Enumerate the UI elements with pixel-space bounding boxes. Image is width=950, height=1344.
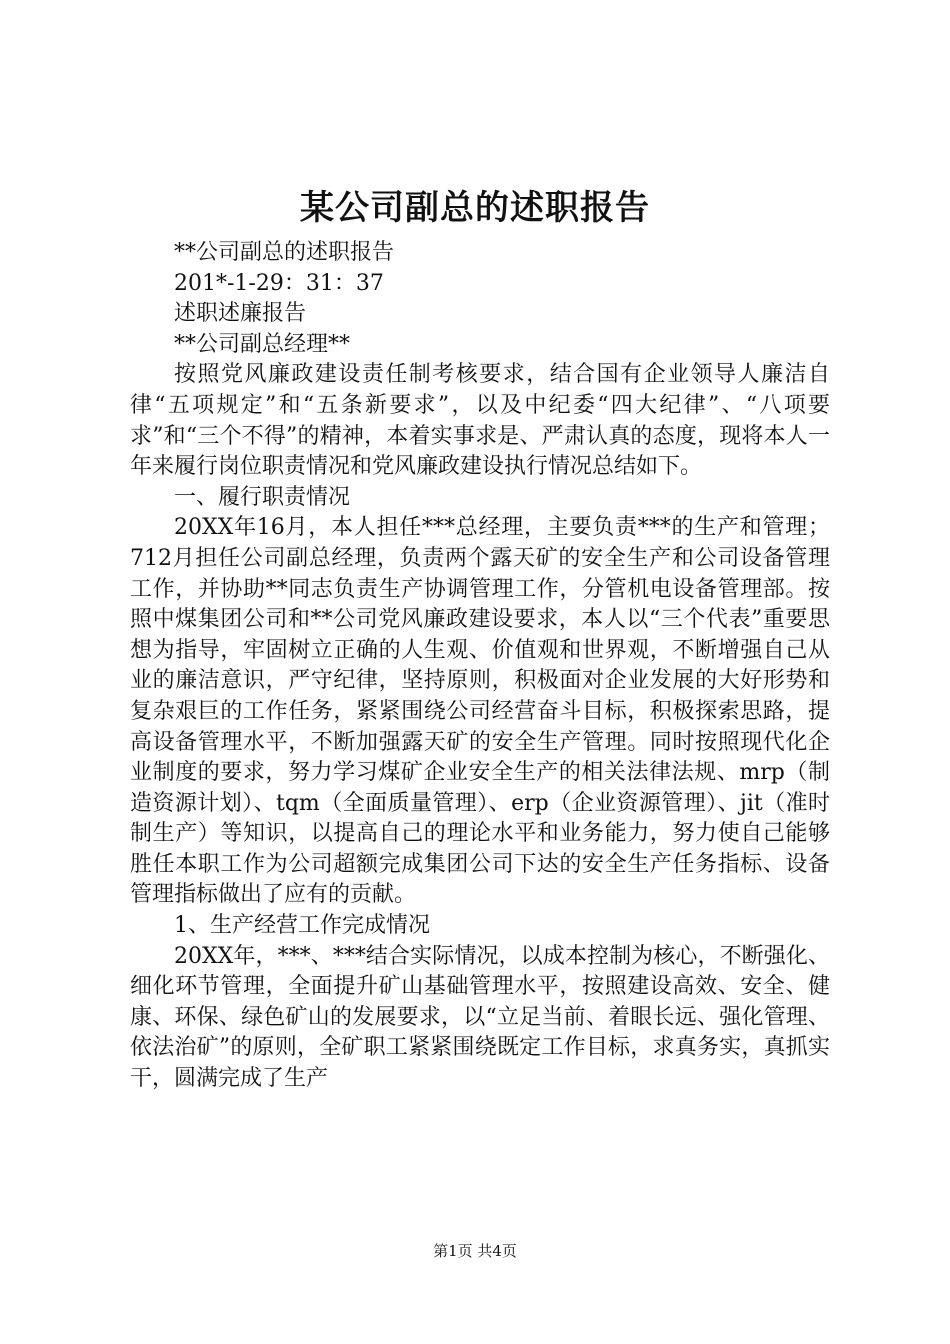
paragraph-subtitle: **公司副总的述职报告 xyxy=(174,240,395,265)
paragraph-production: 20XX年，***、***结合实际情况，以成本控制为核心，不断强化、细化环节管理，全面提升矿山基础管理水平，按照建设高效、安全、健康、环保、绿色矿山的发展要求，以“立足当前、着眼长远、强化管理、依法治矿”的原则，全矿职工紧紧围绕既定工作目标，求真务实，真抓实干，圆满完成了生产 xyxy=(130,943,830,1092)
paragraph-intro: 按照党风廉政建设责任制考核要求，结合国有企业领导人廉洁自律“五项规定”和“五条新要求”，以及中纪委“四大纪律”、“八项要求”和“三个不得”的精神，本着实事求是、严肃认真的态度，现将本人一年来履行岗位职责情况和党风廉政建设执行情况总结如下。 xyxy=(130,362,830,480)
paragraph-date: 201*-1-29：31：37 xyxy=(174,270,384,296)
paragraph-author: **公司副总经理** xyxy=(174,331,351,357)
page-footer: 第1页 共4页 xyxy=(433,1242,517,1260)
document-body xyxy=(130,238,830,1095)
paragraph-report-type: 述职述廉报告 xyxy=(174,301,307,327)
section-heading-production: 1、生产经营工作完成情况 xyxy=(174,913,430,939)
paragraph-duties: 20XX年16月，本人担任***总经理，主要负责***的生产和管理；712月担任公司副总经理，负责两个露天矿的安全生产和公司设备管理工作，并协助**同志负责生产协调管理工作，分管机电设备管理部。按照中煤集团公司和**公司党风廉政建设要求，本人以“三个代表”重要思想为指导，牢固树立正确的人生观、价值观和世界观，不断增强自己从业的廉洁意识，严守纪律，坚持原则，积极面对企业发展的大好形势和复杂艰巨的工作任务，紧紧围绕公司经营奋斗目标，积极探索思路，提高设备管理水平，不断加强露天矿的安全生产管理。同时按照现代化企业制度的要求，努力学习煤矿企业安全生产的相关法律法规、mrp（制造资源计划）、tqm（全面质量管理）、erp（企业资源管理）、jit（准时制生产）等知识，以提高自己的理论水平和业务能力，努力使自己能够胜任本职工作为公司超额完成集团公司下达的安全生产任务指标、设备管理指标做出了应有的贡献。 xyxy=(130,515,830,908)
section-heading-duties: 一、履行职责情况 xyxy=(174,484,351,510)
document-title: 某公司副总的述职报告 xyxy=(300,188,650,228)
